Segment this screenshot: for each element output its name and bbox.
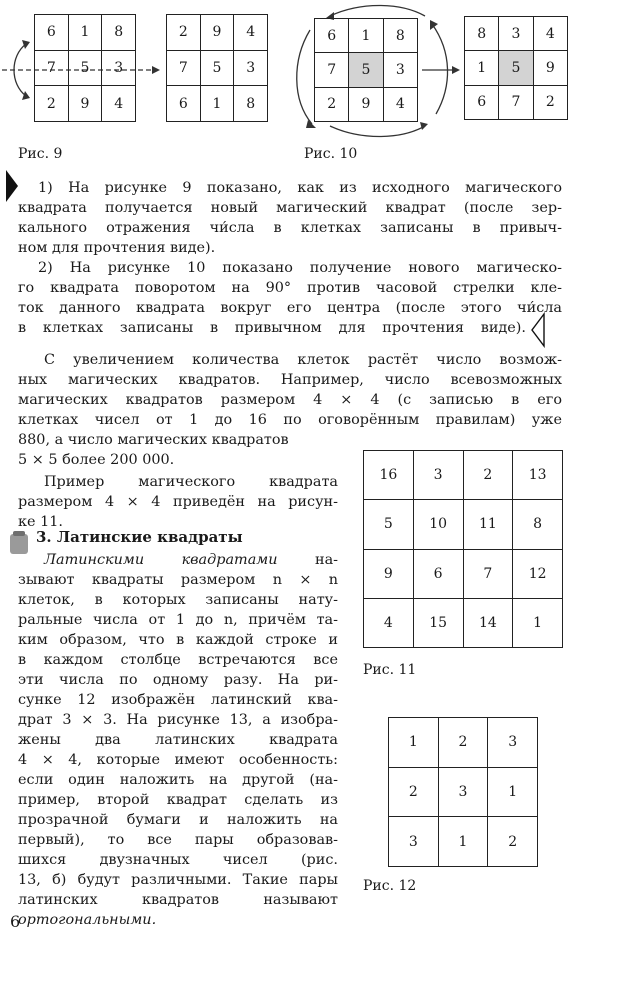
text-line: 1) На рисунке 9 показано, как из исходного магического: [38, 180, 562, 196]
text-line: ким образом, что в каждой строке и: [18, 632, 338, 648]
text-line: эти числа по одному разу. На ри-: [18, 672, 338, 688]
cell: 7: [499, 85, 533, 119]
cell: 2: [533, 85, 567, 119]
text-line: [18, 550, 338, 570]
text-line: клетках чисел от 1 до 16 по оговорённым правилам) уже: [18, 412, 562, 428]
cell: 2: [438, 718, 488, 768]
cell: 6: [465, 85, 499, 119]
fig9-left-square: [34, 14, 136, 122]
text-line: 2) На рисунке 10 показано получение нового магическо-: [38, 260, 562, 276]
cell: 1: [200, 86, 234, 122]
text-line: ке 11.: [18, 514, 63, 530]
fig12-latin-square: [388, 717, 538, 867]
text-line: клеток, в которых записаны нату-: [18, 592, 338, 608]
cell: 12: [513, 549, 563, 598]
cell: 1: [389, 718, 439, 768]
cell: 3: [499, 17, 533, 51]
fig10-caption: Рис. 10: [304, 146, 358, 162]
section-heading: 3. Латинские квадраты: [36, 528, 243, 546]
cell: 10: [413, 500, 463, 549]
cell: 11: [463, 500, 513, 549]
text-line: Пример магического квадрата: [44, 474, 338, 490]
text-line: в каждом столбце встречаются все: [18, 652, 338, 668]
paragraph-3-end: [18, 430, 338, 470]
fig9-caption: Рис. 9: [18, 146, 63, 162]
center-cell: 5: [349, 53, 383, 87]
text-line: первый), то все пары образовав-: [18, 832, 338, 848]
cell: 3: [389, 817, 439, 867]
text-line: С увеличением количества клеток растёт число возмож-: [44, 352, 562, 368]
cell: 2: [167, 15, 201, 51]
cell: 8: [383, 19, 417, 53]
text-fragment: на-: [277, 552, 339, 568]
text-line: ральные числа от 1 до n, причём та-: [18, 612, 338, 628]
cell: 7: [315, 53, 349, 87]
text-line: го квадрата поворотом на 90° против часовой стрелки кле-: [18, 280, 562, 296]
fig10-left-square: [314, 18, 418, 122]
cell: 3: [383, 53, 417, 87]
cell: 6: [413, 549, 463, 598]
cell: 5: [68, 50, 102, 86]
text-line: ток данного квадрата вокруг его центра (после этого чи́сла: [18, 300, 562, 316]
cell: 4: [383, 87, 417, 121]
text-line: шихся двузначных чисел (рис.: [18, 852, 338, 868]
text-line: кального отражения чи́сла в клетках записаны в привыч-: [18, 220, 562, 236]
cell: 3: [438, 767, 488, 817]
cell: 2: [463, 451, 513, 500]
cell: 9: [364, 549, 414, 598]
text-line: 880, а число магических квадратов: [18, 432, 289, 448]
center-cell: 5: [499, 51, 533, 85]
cell: 2: [35, 86, 69, 122]
fig11-caption: Рис. 11: [363, 662, 417, 678]
text-line: квадрата получается новый магический квадрат (после зер-: [18, 200, 562, 216]
cell: 15: [413, 598, 463, 647]
cell: 14: [463, 598, 513, 647]
cell: 4: [102, 86, 136, 122]
cell: 4: [234, 15, 268, 51]
paragraph-3: [18, 370, 562, 430]
text-line: прозрачной бумаги и наложить на: [18, 812, 338, 828]
paragraph-4: [18, 492, 338, 532]
cell: 7: [167, 50, 201, 86]
cell: 9: [349, 87, 383, 121]
cell: 2: [315, 87, 349, 121]
text-line: драт 3 × 3. На рисунке 13, а изобра-: [18, 712, 338, 728]
cell: 9: [533, 51, 567, 85]
cell: 1: [465, 51, 499, 85]
paragraph-2: [38, 258, 562, 278]
cell: 6: [167, 86, 201, 122]
text-line: сунке 12 изображён латинский ква-: [18, 692, 338, 708]
cell: 1: [349, 19, 383, 53]
section-body: [18, 550, 338, 930]
text-line: 4 × 4, которые имеют особенность:: [18, 752, 338, 768]
text-line: если один наложить на другой (на-: [18, 772, 338, 788]
paragraph-2-last: [18, 318, 526, 338]
term-latin-squares: Латинскими квадратами: [44, 552, 278, 568]
text-line: 5 × 5 более 200 000.: [18, 452, 175, 468]
text-line: латинских квадратов называют: [18, 892, 338, 908]
paragraph-2-cont: [18, 278, 562, 318]
text-line: ном для прочтения виде).: [18, 240, 216, 256]
cell: 5: [364, 500, 414, 549]
cell: 8: [465, 17, 499, 51]
page-number: 6: [10, 912, 21, 931]
fig11-magic-square: [363, 450, 563, 648]
text-line: в клетках записаны в привычном для прочтения виде).: [18, 320, 526, 336]
fig10-right-square: [464, 16, 568, 120]
paragraph-4-first: [44, 472, 338, 492]
text-line: пример, второй квадрат сделать из: [18, 792, 338, 808]
text-line: размером 4 × 4 приведён на рисун-: [18, 494, 338, 510]
cell: 3: [488, 718, 538, 768]
cell: 13: [513, 451, 563, 500]
cell: 1: [68, 15, 102, 51]
cell: 1: [438, 817, 488, 867]
cell: 7: [463, 549, 513, 598]
paragraph-1-cont: [18, 198, 562, 258]
cell: 3: [102, 50, 136, 86]
text-line: жены два латинских квадрата: [18, 732, 338, 748]
text-line: магических квадратов размером 4 × 4 (с записью в его: [18, 392, 562, 408]
fig9-right-square: [166, 14, 268, 122]
cell: 7: [35, 50, 69, 86]
paragraph-1: [38, 178, 562, 198]
cell: 4: [364, 598, 414, 647]
cell: 3: [234, 50, 268, 86]
cell: 2: [389, 767, 439, 817]
cell: 1: [513, 598, 563, 647]
text-line: [18, 910, 338, 930]
cell: 1: [488, 767, 538, 817]
text-line: зывают квадраты размером n × n: [18, 572, 338, 588]
cell: 2: [488, 817, 538, 867]
cell: 9: [200, 15, 234, 51]
cell: 4: [533, 17, 567, 51]
fig12-caption: Рис. 12: [363, 878, 417, 894]
cell: 9: [68, 86, 102, 122]
cell: 8: [234, 86, 268, 122]
cell: 5: [200, 50, 234, 86]
text-line: 13, б) будут различными. Такие пары: [18, 872, 338, 888]
cell: 16: [364, 451, 414, 500]
cell: 6: [35, 15, 69, 51]
text-line: ных магических квадратов. Например, число всевозможных: [18, 372, 562, 388]
paragraph-3-first: [44, 350, 562, 370]
cell: 8: [513, 500, 563, 549]
cell: 8: [102, 15, 136, 51]
cell: 6: [315, 19, 349, 53]
term-orthogonal: ортогональными.: [18, 912, 157, 928]
cell: 3: [413, 451, 463, 500]
